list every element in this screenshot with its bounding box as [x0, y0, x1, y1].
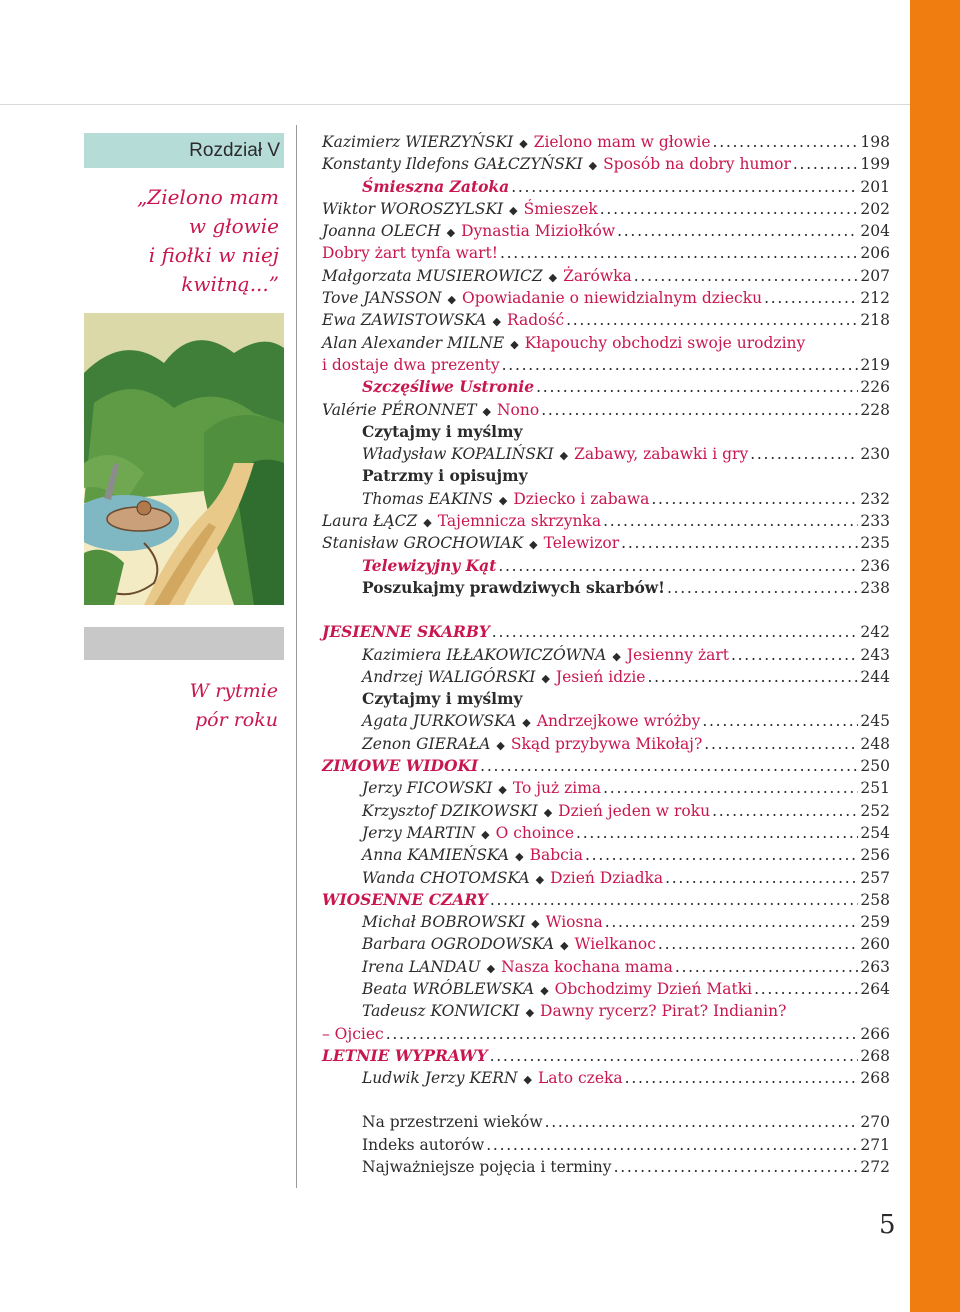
entry-author: Stanisław GROCHOWIAK	[322, 534, 524, 553]
entry-section: WIOSENNE CZARY	[322, 889, 488, 909]
toc-entry	[322, 510, 890, 532]
entry-title: Zabawy, zabawki i gry	[574, 445, 749, 464]
entry-author: Konstanty Ildefons GAŁCZYŃSKI	[322, 155, 583, 174]
bullet-icon: ◆	[522, 716, 531, 730]
entry-title: O choince	[495, 823, 575, 842]
entry-title: Jesień idzie	[555, 667, 646, 686]
bullet-icon: ◆	[446, 226, 456, 240]
entry-title: Andrzejkowe wróżby	[536, 712, 701, 731]
toc-entry	[322, 532, 890, 554]
toc-entry-line	[322, 889, 890, 911]
bullet-icon: ◆	[515, 850, 524, 864]
toc-entry-line	[322, 1134, 890, 1156]
entry-author: Barbara OGRODOWSKA	[362, 935, 555, 954]
toc-entry-line	[322, 421, 890, 443]
dot-leader	[545, 1111, 858, 1133]
toc-entry-line	[322, 978, 890, 1002]
entry-page: 260	[860, 935, 890, 954]
entry-page: 263	[860, 957, 890, 976]
toc-entry	[322, 688, 890, 710]
entry-title: Kłapouchy obchodzi swoje urodziny	[524, 333, 806, 352]
entry-page: 264	[860, 979, 890, 998]
dot-leader	[576, 822, 858, 844]
entry-page: 266	[860, 1024, 890, 1043]
entry-author: Valérie PÉRONNET	[322, 400, 477, 419]
dot-leader	[793, 153, 858, 175]
page-number: 5	[879, 1210, 896, 1240]
entry-author: Thomas EAKINS	[362, 489, 493, 508]
entry-page: 199	[860, 155, 890, 174]
toc-entry	[322, 933, 890, 955]
entry-author: Małgorzata MUSIEROWICZ	[322, 266, 543, 285]
chapter-title-line: kwitną...”	[181, 272, 279, 296]
toc-entry	[322, 755, 890, 777]
dot-leader	[480, 755, 858, 777]
entry-title: Żarówka	[563, 266, 632, 285]
toc-entry-line	[322, 844, 890, 868]
entry-author: Krzysztof DZIKOWSKI	[362, 801, 538, 820]
entry-page: 202	[860, 199, 890, 218]
bullet-icon: ◆	[541, 671, 550, 685]
toc-entry	[322, 287, 890, 309]
toc-entry-line	[322, 577, 890, 599]
entry-title: Skąd przybywa Mikołaj?	[510, 734, 703, 753]
entry-page: 243	[860, 645, 890, 664]
toc-entry-line	[322, 710, 890, 734]
entry-heading: Czytajmy i myślmy	[362, 689, 523, 709]
toc-entry	[322, 332, 890, 354]
toc-entry	[322, 153, 890, 175]
entry-title: Dawny rycerz? Pirat? Indianin?	[540, 1002, 787, 1021]
dot-leader	[500, 242, 858, 264]
toc-entry	[322, 176, 890, 198]
entry-title: Obchodzimy Dzień Matki	[554, 979, 753, 998]
entry-author: Jerzy MARTIN	[362, 823, 476, 842]
toc-entry-line	[322, 354, 890, 376]
dot-leader	[617, 220, 858, 242]
toc-entry-line	[322, 443, 890, 467]
entry-page: 254	[860, 823, 890, 842]
table-of-contents	[322, 131, 890, 1178]
entry-author: Tove JANSSON	[322, 289, 442, 308]
toc-entry	[322, 978, 890, 1000]
entry-page: 242	[860, 623, 890, 642]
toc-entry-line	[322, 131, 890, 155]
entry-author: Zenon GIERAŁA	[362, 734, 491, 753]
entry-page: 251	[860, 779, 890, 798]
toc-entry-line	[322, 153, 890, 177]
toc-entry	[322, 911, 890, 933]
toc-entry	[322, 666, 890, 688]
toc-entry	[322, 1045, 890, 1067]
dot-leader	[634, 265, 858, 287]
entry-title: Tajemnicza skrzynka	[437, 512, 602, 531]
entry-page: 212	[860, 289, 890, 308]
toc-entry	[322, 777, 890, 799]
toc-entry-line	[322, 911, 890, 935]
entry-page: 206	[860, 244, 890, 263]
toc-entry-line	[322, 510, 890, 534]
chapter-title	[79, 183, 279, 299]
entry-title: Wiosna	[545, 913, 603, 932]
chapter-title-line: i fiołki w niej	[148, 243, 279, 267]
dot-leader	[621, 532, 858, 554]
toc-spacer	[322, 599, 890, 621]
dot-leader	[675, 956, 858, 978]
toc-entry	[322, 1134, 890, 1156]
bullet-icon: ◆	[509, 203, 518, 217]
entry-text: Najważniejsze pojęcia i terminy	[362, 1158, 612, 1177]
dot-leader	[614, 1156, 858, 1178]
dot-leader	[754, 978, 858, 1000]
chapter-illustration	[84, 313, 284, 605]
entry-author: Tadeusz KONWICKI	[362, 1002, 520, 1021]
entry-page: 201	[860, 177, 890, 196]
bullet-icon: ◆	[481, 827, 490, 841]
bullet-icon: ◆	[496, 738, 505, 752]
dot-leader	[541, 399, 858, 421]
dot-leader	[658, 933, 858, 955]
toc-entry-line	[322, 198, 890, 222]
entry-section: ZIMOWE WIDOKI	[322, 756, 479, 776]
entry-page: 238	[860, 578, 890, 597]
entry-title: Jesienny żart	[626, 645, 729, 664]
entry-author: Irena LANDAU	[362, 957, 481, 976]
bullet-icon: ◆	[510, 337, 519, 351]
toc-entry-line	[322, 287, 890, 311]
toc-entry-line	[322, 733, 890, 757]
entry-page: 248	[860, 734, 890, 753]
entry-page: 236	[860, 556, 890, 575]
dot-leader	[713, 131, 858, 153]
chapter-title-line: „Zielono mam	[136, 185, 279, 209]
toc-group-c	[322, 1111, 890, 1178]
toc-entry	[322, 1023, 890, 1045]
toc-entry-line	[322, 644, 890, 668]
chapter-label: Rozdział V	[189, 139, 280, 161]
toc-entry	[322, 421, 890, 443]
entry-title: Wielkanoc	[574, 935, 656, 954]
entry-title: Nasza kochana mama	[501, 957, 673, 976]
entry-page: 230	[860, 445, 890, 464]
entry-page: 204	[860, 222, 890, 241]
entry-page: 268	[860, 1046, 890, 1065]
entry-page: 228	[860, 400, 890, 419]
toc-entry	[322, 242, 890, 264]
entry-page: 226	[860, 378, 890, 397]
entry-author: Beata WRÓBLEWSKA	[362, 979, 535, 998]
bullet-icon: ◆	[588, 159, 598, 173]
section-title	[78, 677, 278, 735]
entry-author: Jerzy FICOWSKI	[362, 779, 493, 798]
toc-entry	[322, 867, 890, 889]
bullet-icon: ◆	[498, 783, 507, 797]
dot-leader	[585, 844, 858, 866]
bullet-icon: ◆	[548, 270, 558, 284]
entry-author: Agata JURKOWSKA	[362, 712, 517, 731]
toc-entry	[322, 309, 890, 331]
dot-leader	[667, 577, 858, 599]
entry-title: To już zima	[512, 779, 602, 798]
jungle-illustration-icon	[84, 313, 284, 605]
toc-entry	[322, 265, 890, 287]
dot-leader	[386, 1023, 858, 1045]
entry-page: 272	[860, 1158, 890, 1177]
toc-entry-line	[322, 1023, 890, 1045]
toc-entry	[322, 399, 890, 421]
dot-leader	[750, 443, 858, 465]
bullet-icon: ◆	[535, 872, 545, 886]
dot-leader	[605, 911, 858, 933]
bullet-icon: ◆	[529, 538, 538, 552]
entry-page: 256	[860, 846, 890, 865]
section-title-line: W rytmie	[189, 680, 278, 702]
chapter-label-box	[84, 133, 284, 168]
toc-entry-line	[322, 1111, 890, 1133]
bullet-icon: ◆	[523, 1073, 532, 1087]
toc-entry	[322, 376, 890, 398]
dot-leader	[665, 867, 858, 889]
toc-entry	[322, 733, 890, 755]
toc-entry	[322, 577, 890, 599]
toc-entry	[322, 889, 890, 911]
toc-entry	[322, 555, 890, 577]
entry-author: Ludwik Jerzy KERN	[362, 1069, 518, 1088]
entry-title: Dynastia Miziołków	[461, 222, 616, 241]
dot-leader	[603, 510, 858, 532]
entry-page: 271	[860, 1135, 890, 1154]
bullet-icon: ◆	[543, 805, 553, 819]
chapter-title-line: w głowie	[188, 214, 279, 238]
bullet-icon: ◆	[560, 939, 569, 953]
dot-leader	[490, 889, 858, 911]
entry-title: Dzień Dziadka	[550, 868, 664, 887]
toc-entry	[322, 443, 890, 465]
column-divider	[296, 125, 297, 1188]
entry-page: 252	[860, 801, 890, 820]
toc-entry	[322, 131, 890, 153]
toc-entry-line	[322, 688, 890, 710]
toc-entry	[322, 644, 890, 666]
bullet-icon: ◆	[559, 449, 569, 463]
entry-title: Sposób na dobry humor	[603, 155, 791, 174]
toc-entry-line	[322, 309, 890, 333]
section-title-line: pór roku	[195, 709, 278, 731]
entry-page: 232	[860, 489, 890, 508]
toc-entry	[322, 198, 890, 220]
entry-author: Anna KAMIEŃSKA	[362, 846, 510, 865]
entry-author: Michał BOBROWSKI	[362, 913, 526, 932]
entry-feature: Szczęśliwe Ustronie	[362, 377, 535, 397]
edge-color-bar	[910, 0, 960, 1312]
dot-leader	[704, 733, 858, 755]
entry-author: Joanna OLECH	[322, 222, 441, 241]
toc-entry-line	[322, 822, 890, 846]
dot-leader	[486, 1134, 858, 1156]
entry-section: JESIENNE SKARBY	[322, 622, 490, 642]
bullet-icon: ◆	[423, 516, 432, 530]
entry-page: 268	[860, 1069, 890, 1088]
dot-leader	[490, 1045, 858, 1067]
entry-heading: Patrzmy i opisujmy	[362, 466, 528, 486]
entry-author: Wiktor WOROSZYLSKI	[322, 199, 504, 218]
toc-entry-line	[322, 376, 890, 398]
entry-title: Opowiadanie o niewidzialnym dziecku	[462, 289, 763, 308]
entry-feature: Telewizyjny Kąt	[362, 555, 497, 575]
entry-page: 235	[860, 534, 890, 553]
dot-leader	[492, 621, 858, 643]
entry-page: 244	[860, 667, 890, 686]
dot-leader	[651, 488, 858, 510]
toc-entry-line	[322, 220, 890, 244]
toc-group-b	[322, 621, 890, 1089]
entry-text: Na przestrzeni wieków	[362, 1113, 543, 1132]
toc-entry-line	[322, 1156, 890, 1178]
entry-section: LETNIE WYPRAWY	[322, 1045, 488, 1065]
entry-title: Śmieszek	[523, 199, 598, 218]
entry-title: Radość	[506, 311, 565, 330]
toc-entry	[322, 220, 890, 242]
bullet-icon: ◆	[482, 404, 491, 418]
entry-title: Dzień jeden w roku	[558, 801, 711, 820]
entry-author: Laura ŁĄCZ	[322, 512, 418, 531]
toc-entry-line	[322, 1067, 890, 1091]
entry-author: Kazimierz WIERZYŃSKI	[322, 133, 514, 151]
bullet-icon: ◆	[498, 493, 508, 507]
toc-entry-line	[322, 555, 890, 577]
entry-page: 257	[860, 868, 890, 887]
bullet-icon: ◆	[531, 917, 540, 931]
entry-author: Wanda CHOTOMSKA	[362, 868, 530, 887]
entry-author: Ewa ZAWISTOWSKA	[322, 311, 487, 330]
toc-entry-line	[322, 265, 890, 289]
entry-page: 245	[860, 712, 890, 731]
dot-leader	[647, 666, 858, 688]
entry-page: 259	[860, 913, 890, 932]
toc-entry	[322, 1111, 890, 1133]
toc-entry-line	[322, 956, 890, 980]
toc-spacer	[322, 1089, 890, 1111]
toc-entry	[322, 1000, 890, 1022]
entry-title: – Ojciec	[322, 1024, 384, 1043]
dot-leader	[498, 555, 858, 577]
bullet-icon: ◆	[486, 961, 496, 975]
toc-entry-line	[322, 1000, 890, 1024]
entry-heading: Czytajmy i myślmy	[362, 421, 523, 441]
dot-leader	[536, 376, 858, 398]
entry-feature: Śmieszna Zatoka	[362, 176, 510, 196]
entry-page: 270	[860, 1113, 890, 1132]
entry-title: Telewizor	[543, 534, 620, 553]
bullet-icon: ◆	[525, 1006, 535, 1020]
entry-title: Dziecko i zabawa	[513, 489, 650, 508]
toc-entry-line	[322, 867, 890, 891]
toc-entry	[322, 1067, 890, 1089]
toc-entry-line	[322, 621, 890, 643]
entry-title: Nono	[496, 400, 540, 419]
entry-text: Indeks autorów	[362, 1135, 485, 1154]
bullet-icon: ◆	[492, 315, 501, 329]
toc-entry-line	[322, 176, 890, 198]
toc-entry	[322, 710, 890, 732]
toc-entry	[322, 621, 890, 643]
toc-entry	[322, 1156, 890, 1178]
entry-page: 233	[860, 512, 890, 531]
entry-title: i dostaje dwa prezenty	[322, 355, 500, 374]
toc-entry-line	[322, 1045, 890, 1067]
dot-leader	[702, 710, 858, 732]
dot-leader	[625, 1067, 858, 1089]
entry-page: 198	[860, 133, 890, 151]
dot-leader	[511, 176, 858, 198]
entry-page: 218	[860, 311, 890, 330]
toc-entry	[322, 822, 890, 844]
section-label-box	[84, 627, 284, 660]
entry-author: Andrzej WALIGÓRSKI	[362, 667, 536, 686]
toc-entry	[322, 800, 890, 822]
entry-title: Babcia	[529, 846, 584, 865]
toc-entry-line	[322, 399, 890, 423]
entry-title: Lato czeka	[537, 1069, 623, 1088]
entry-title: Zielono mam w głowie	[533, 133, 711, 151]
bullet-icon: ◆	[540, 983, 549, 997]
toc-entry	[322, 488, 890, 510]
entry-page: 258	[860, 890, 890, 909]
toc-entry	[322, 465, 890, 487]
toc-entry-line	[322, 933, 890, 957]
toc-entry	[322, 354, 890, 376]
entry-title: Dobry żart tynfa wart!	[322, 244, 498, 263]
dot-leader	[764, 287, 858, 309]
entry-author: Władysław KOPALIŃSKI	[362, 445, 554, 464]
bullet-icon: ◆	[447, 293, 456, 307]
dot-leader	[712, 800, 858, 822]
bullet-icon: ◆	[612, 649, 621, 663]
dot-leader	[603, 777, 858, 799]
toc-entry-line	[322, 332, 890, 356]
entry-page: 207	[860, 266, 890, 285]
toc-entry-line	[322, 666, 890, 690]
entry-page: 219	[860, 355, 890, 374]
toc-entry-line	[322, 777, 890, 801]
toc-entry-line	[322, 242, 890, 264]
toc-entry	[322, 956, 890, 978]
toc-entry-line	[322, 488, 890, 512]
entry-author: Kazimiera IŁŁAKOWICZÓWNA	[362, 645, 607, 664]
toc-group-a	[322, 131, 890, 599]
toc-entry-line	[322, 532, 890, 556]
toc-entry-line	[322, 465, 890, 487]
entry-author: Alan Alexander MILNE	[322, 333, 505, 352]
header-rule	[0, 104, 910, 105]
dot-leader	[502, 354, 858, 376]
toc-entry-line	[322, 800, 890, 824]
dot-leader	[566, 309, 858, 331]
entry-page: 250	[860, 757, 890, 776]
entry-heading: Poszukajmy prawdziwych skarbów!	[362, 577, 665, 597]
toc-entry-line	[322, 755, 890, 777]
dot-leader	[731, 644, 858, 666]
bullet-icon: ◆	[519, 137, 528, 150]
toc-entry	[322, 844, 890, 866]
dot-leader	[600, 198, 858, 220]
